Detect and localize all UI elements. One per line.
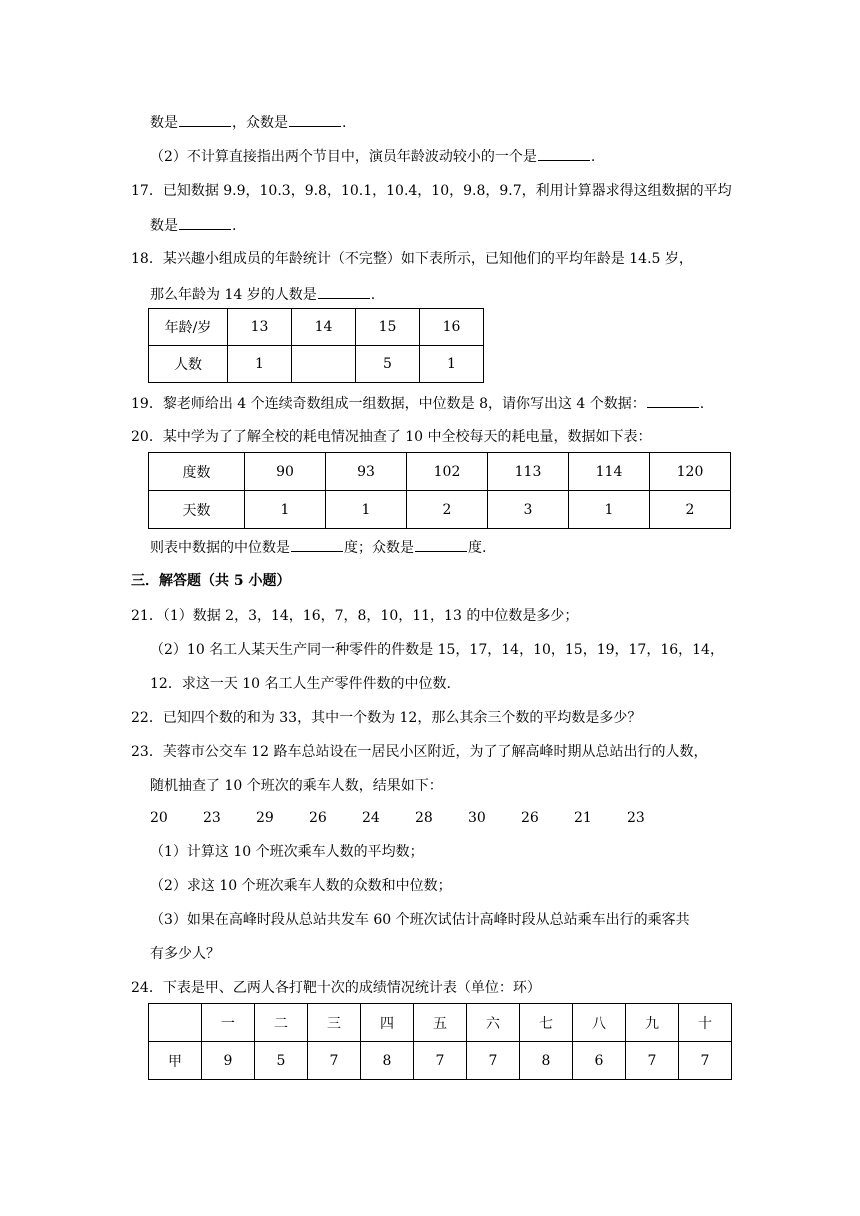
q21-line2: （2）10 名工人某天生产同一种零件的件数是 15，17，14，10，15，19，17，16，14， bbox=[150, 642, 724, 658]
q24-row-cell: 7 bbox=[467, 1042, 520, 1080]
q17-text-a: 数是 bbox=[150, 218, 178, 234]
q19-line1 bbox=[131, 393, 704, 414]
q18-row-cell bbox=[292, 346, 356, 383]
q18-header-cell: 年龄/岁 bbox=[149, 309, 228, 346]
q20-row-cell: 天数 bbox=[149, 491, 245, 529]
q16-part2 bbox=[150, 146, 595, 167]
q23-part2: （2）求这 10 个班次乘车人数的众数和中位数； bbox=[150, 878, 452, 894]
q20-row-cell: 1 bbox=[245, 491, 326, 529]
q20-line1: 20．某中学为了了解全校的耗电情况抽查了 10 中全校每天的耗电量，数据如下表： bbox=[131, 429, 652, 445]
q18-header-cell: 15 bbox=[356, 309, 420, 346]
q24-header-cell: 四 bbox=[361, 1004, 414, 1042]
q20-row-cell: 1 bbox=[569, 491, 650, 529]
q24-row-cell: 9 bbox=[202, 1042, 255, 1080]
q19-text-a: 19．黎老师给出 4 个连续奇数组成一组数据，中位数是 8，请你写出这 4 个数据： bbox=[131, 396, 646, 412]
q24-header-cell: 一 bbox=[202, 1004, 255, 1042]
q24-header-cell: 三 bbox=[308, 1004, 361, 1042]
q20-row-cell: 3 bbox=[488, 491, 569, 529]
q23-data-value: 26 bbox=[521, 810, 539, 826]
q20-header-cell: 113 bbox=[488, 453, 569, 491]
q23-data-value: 23 bbox=[627, 810, 645, 826]
q20-blank-median[interactable] bbox=[291, 537, 343, 552]
q16-blank-mode[interactable] bbox=[289, 112, 341, 127]
q16-blank-part2[interactable] bbox=[538, 146, 590, 161]
q23-line2: 随机抽查了 10 个班次的乘车人数，结果如下： bbox=[150, 778, 443, 794]
q23-data-value: 23 bbox=[203, 810, 221, 826]
q16-part2-text: （2）不计算直接指出两个节目中，演员年龄波动较小的一个是 bbox=[150, 149, 537, 165]
q21-line3: 12．求这一天 10 名工人生产零件件数的中位数. bbox=[150, 676, 451, 692]
q17-line2 bbox=[150, 215, 236, 236]
section3-title: 三．解答题（共 5 小题） bbox=[131, 573, 291, 589]
q23-data-value: 24 bbox=[362, 810, 380, 826]
q20-header-cell: 93 bbox=[326, 453, 407, 491]
q16-text-b: ，众数是 bbox=[232, 115, 288, 131]
q18-text-a: 那么年龄为 14 岁的人数是 bbox=[150, 287, 317, 303]
q23-part3-line2: 有多少人？ bbox=[150, 946, 220, 962]
q18-header-cell: 16 bbox=[420, 309, 484, 346]
q20-header-cell: 90 bbox=[245, 453, 326, 491]
q24-line1: 24．下表是甲、乙两人各打靶十次的成绩情况统计表（单位：环） bbox=[131, 980, 541, 996]
q24-row-cell: 甲 bbox=[149, 1042, 202, 1080]
q18-line1: 18．某兴趣小组成员的年龄统计（不完整）如下表所示，已知他们的平均年龄是 14.5 岁， bbox=[131, 251, 693, 267]
q17-line1: 17．已知数据 9.9，10.3，9.8，10.1，10.4，10，9.8，9.7，利用计算器求得这组数据的平均 bbox=[131, 183, 732, 199]
q23-data-value: 26 bbox=[309, 810, 327, 826]
q19-blank[interactable] bbox=[647, 393, 699, 408]
q16-text-a: 数是 bbox=[150, 115, 178, 131]
q18-text-b: . bbox=[370, 287, 376, 303]
q24-row-cell: 7 bbox=[308, 1042, 361, 1080]
q20-header-cell: 114 bbox=[569, 453, 650, 491]
q24-row-cell: 7 bbox=[414, 1042, 467, 1080]
q24-score-table bbox=[148, 1003, 732, 1080]
q20-text-a: 则表中数据的中位数是 bbox=[150, 540, 290, 556]
q18-line2 bbox=[150, 284, 375, 305]
q20-blank-mode[interactable] bbox=[415, 537, 467, 552]
q18-age-table bbox=[148, 308, 484, 383]
q24-row-cell: 6 bbox=[573, 1042, 626, 1080]
q18-header-cell: 13 bbox=[228, 309, 292, 346]
q24-row-cell: 8 bbox=[361, 1042, 414, 1080]
q20-after bbox=[150, 537, 486, 558]
q20-row-cell: 2 bbox=[407, 491, 488, 529]
q18-header-cell: 14 bbox=[292, 309, 356, 346]
q24-header-cell: 八 bbox=[573, 1004, 626, 1042]
q18-row-cell: 1 bbox=[228, 346, 292, 383]
q17-blank[interactable] bbox=[179, 215, 231, 230]
q22-line1: 22．已知四个数的和为 33，其中一个数为 12，那么其余三个数的平均数是多少？ bbox=[131, 710, 642, 726]
q16-line1 bbox=[150, 112, 346, 133]
q23-data-value: 30 bbox=[468, 810, 486, 826]
q18-row-cell: 1 bbox=[420, 346, 484, 383]
q23-data-value: 29 bbox=[256, 810, 274, 826]
q24-header-cell: 六 bbox=[467, 1004, 520, 1042]
q23-data-value: 20 bbox=[150, 810, 168, 826]
q23-data-value: 21 bbox=[574, 810, 592, 826]
q20-electricity-table bbox=[148, 452, 731, 529]
q23-part1: （1）计算这 10 个班次乘车人数的平均数； bbox=[150, 844, 424, 860]
q21-line1: 21．（1）数据 2，3，14，16，7，8，10，11，13 的中位数是多少； bbox=[131, 608, 579, 624]
q17-text-b: . bbox=[232, 218, 237, 234]
q24-header-cell: 七 bbox=[520, 1004, 573, 1042]
q24-header-cell bbox=[149, 1004, 202, 1042]
q16-text-c: . bbox=[342, 115, 347, 131]
q24-row-cell: 8 bbox=[520, 1042, 573, 1080]
q16-part2-end: . bbox=[590, 149, 596, 165]
q23-data-row bbox=[150, 808, 680, 828]
q20-row-cell: 2 bbox=[650, 491, 731, 529]
q20-text-c: 度. bbox=[468, 540, 487, 556]
q24-header-cell: 九 bbox=[626, 1004, 679, 1042]
q24-header-cell: 五 bbox=[414, 1004, 467, 1042]
q23-data-value: 28 bbox=[415, 810, 433, 826]
q20-header-cell: 120 bbox=[650, 453, 731, 491]
q23-part3-line1: （3）如果在高峰时段从总站共发车 60 个班次试估计高峰时段从总站乘车出行的乘客共 bbox=[150, 912, 690, 928]
q20-header-cell: 102 bbox=[407, 453, 488, 491]
q24-row-cell: 7 bbox=[626, 1042, 679, 1080]
q24-header-cell: 二 bbox=[255, 1004, 308, 1042]
q20-header-cell: 度数 bbox=[149, 453, 245, 491]
q18-row-cell: 人数 bbox=[149, 346, 228, 383]
q18-blank[interactable] bbox=[318, 284, 370, 299]
q19-text-b: . bbox=[699, 396, 705, 412]
q16-blank-median[interactable] bbox=[179, 112, 231, 127]
q23-line1: 23．芙蓉市公交车 12 路车总站设在一居民小区附近，为了了解高峰时期从总站出行的人数， bbox=[131, 744, 708, 760]
q20-text-b: 度；众数是 bbox=[344, 540, 414, 556]
q24-row-cell: 7 bbox=[679, 1042, 732, 1080]
q24-row-cell: 5 bbox=[255, 1042, 308, 1080]
q20-row-cell: 1 bbox=[326, 491, 407, 529]
q18-row-cell: 5 bbox=[356, 346, 420, 383]
q24-header-cell: 十 bbox=[679, 1004, 732, 1042]
